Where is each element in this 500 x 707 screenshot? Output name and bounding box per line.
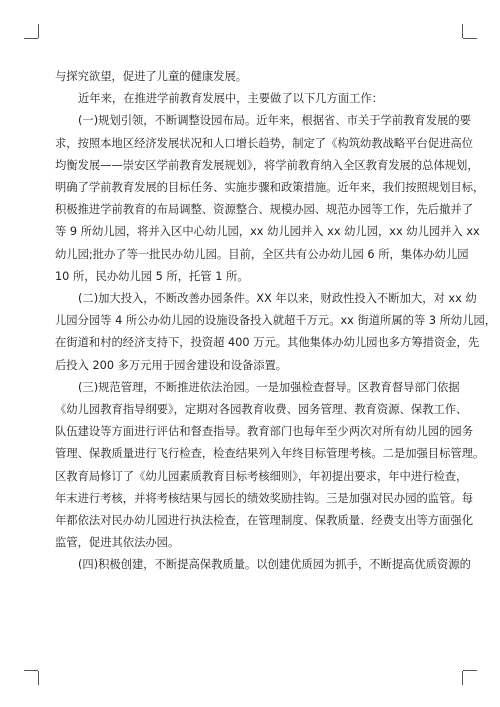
text-line: 求，按照本地区经济发展状况和人口增长趋势，制定了《构筑幼教战略平台促进高位 — [55, 136, 473, 150]
document-body — [55, 66, 497, 577]
text-line: 明确了学前教育发展的目标任务、实施步骤和政策措施。近年来，我们按照规划目标， — [55, 181, 485, 195]
text-line: 儿园分园等 4 所公办幼儿园的设施设备投入就超千万元。xx 街道所属的等 3 所幼儿园， — [55, 314, 497, 328]
text-line: 均衡发展——崇安区学前教育发展规划》，将学前教育纳入全区教育发展的总体规划， — [55, 158, 479, 172]
text-line: 区教育局修订了《幼儿园素质教育目标考核细则》，年初提出要求，年中进行检查， — [55, 469, 468, 483]
section-heading-line: (二)加大投入，不断改善办园条件。XX 年以来，财政性投入不断加大，对 xx 幼 — [78, 292, 477, 306]
text-line: 幼儿园;批办了等一批民办幼儿园。目前，全区共有公办幼儿园 6 所，集体办幼儿园 — [55, 247, 469, 261]
text-line: 监管，促进其依法办园。 — [55, 536, 180, 550]
text-line: 与探究欲望，促进了儿童的健康发展。 — [55, 70, 248, 83]
text-line: 年末进行考核，并将考核结果与园长的绩效奖励挂钩。三是加强对民办园的监管。每 — [55, 491, 473, 505]
section-heading-line: (一)规划引领，不断调整设园布局。近年来，根据省、市关于学前教育发展的要 — [78, 114, 471, 128]
paragraph-line: 近年来，在推进学前教育发展中，主要做了以下几方面工作： — [78, 92, 384, 106]
text-line: 《幼儿园教育指导纲要》，定期对各园教育收费、园务管理、教育资源、保教工作、 — [55, 403, 468, 417]
text-line: 管理、保教质量进行飞行检查，检查结果列入年终目标管理考核。二是加强目标管理。 — [55, 447, 485, 461]
text-line: 积极推进学前教育的布局调整、资源整合、规模办园、规范办园等工作，先后撤并了 — [55, 203, 473, 217]
section-heading-line: (四)积极创建，不断提高保教质量。以创建优质园为抓手，不断提高优质资源的 — [78, 558, 471, 572]
text-line: 在街道和村的经济支持下，投资超 400 万元。其他集体办幼儿园也多方筹措资金，先 — [55, 336, 480, 350]
text-line: 队伍建设等方面进行评估和督查指导。教育部门也每年至少两次对所有幼儿园的园务 — [55, 425, 473, 439]
text-line: 等 9 所幼儿园，将并入区中心幼儿园，xx 幼儿园并入 xx 幼儿园，xx 幼儿园并入 xx — [55, 225, 480, 239]
text-line: 10 所，民办幼儿园 5 所，托管 1 所。 — [55, 269, 249, 283]
text-line: 年都依法对民办幼儿园进行执法检查，在管理制度、保教质量、经费支出等方面强化 — [55, 514, 473, 528]
section-heading-line: (三)规范管理，不断推进依法治园。一是加强检查督导。区教育督导部门依据 — [78, 380, 460, 394]
text-line: 后投入 200 多万元用于园舍建设和设备添置。 — [55, 358, 288, 372]
